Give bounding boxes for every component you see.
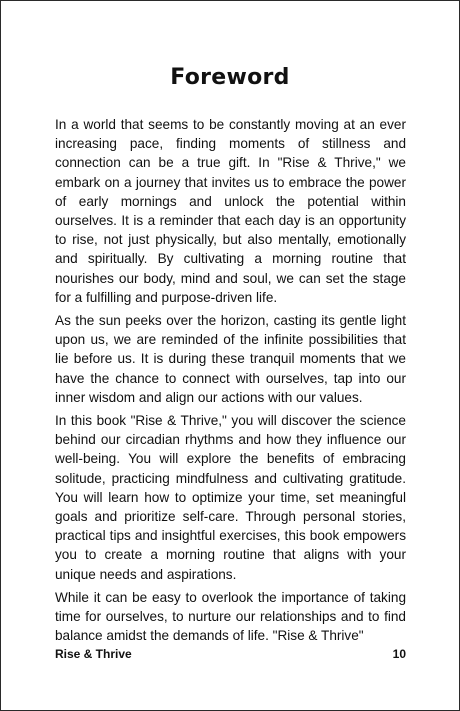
paragraph-1: In a world that seems to be constantly moving at an ever increasing pace, finding moments of stillness and connection can be a true gift. In "Rise & Thrive," we embark on a journey that invites us to embrace the power of early mornings and unlock the potential within ourselves. It is a reminder that each day is an opportunity to rise, not just physically, but also mentally, emotionally and spiritually. By cultivating a morning routine that nourishes our body, mind and soul, we can set the stage for a fulfilling and purpose-driven life. [55,117,406,305]
body-text [55,115,406,649]
page-footer [55,647,406,661]
paragraph-3: In this book "Rise & Thrive," you will discover the science behind our circadian rhythms and how they influence our well-being. You will explore the benefits of embracing solitude, practicing mindfulness and cultivating gratitude. You will learn how to optimize your time, set meaningful goals and prioritize self-care. Through personal stories, practical tips and insightful exercises, this book empowers you to create a morning routine that aligns with your unique needs and aspirations. [55,413,406,582]
footer-book-title: Rise & Thrive [55,647,132,661]
paragraph-4: While it can be easy to overlook the importance of taking time for ourselves, to nurture our relationships and to find balance amidst the demands of life. "Rise & Thrive" [55,589,406,644]
paragraph-2: As the sun peeks over the horizon, casting its gentle light upon us, we are reminded of the infinite possibilities that lie before us. It is during these tranquil moments that we have the chance to connect with ourselves, tap into our inner wisdom and align our actions with our values. [55,313,406,405]
footer-page-number: 10 [392,647,406,661]
page-title: Foreword [170,65,290,90]
